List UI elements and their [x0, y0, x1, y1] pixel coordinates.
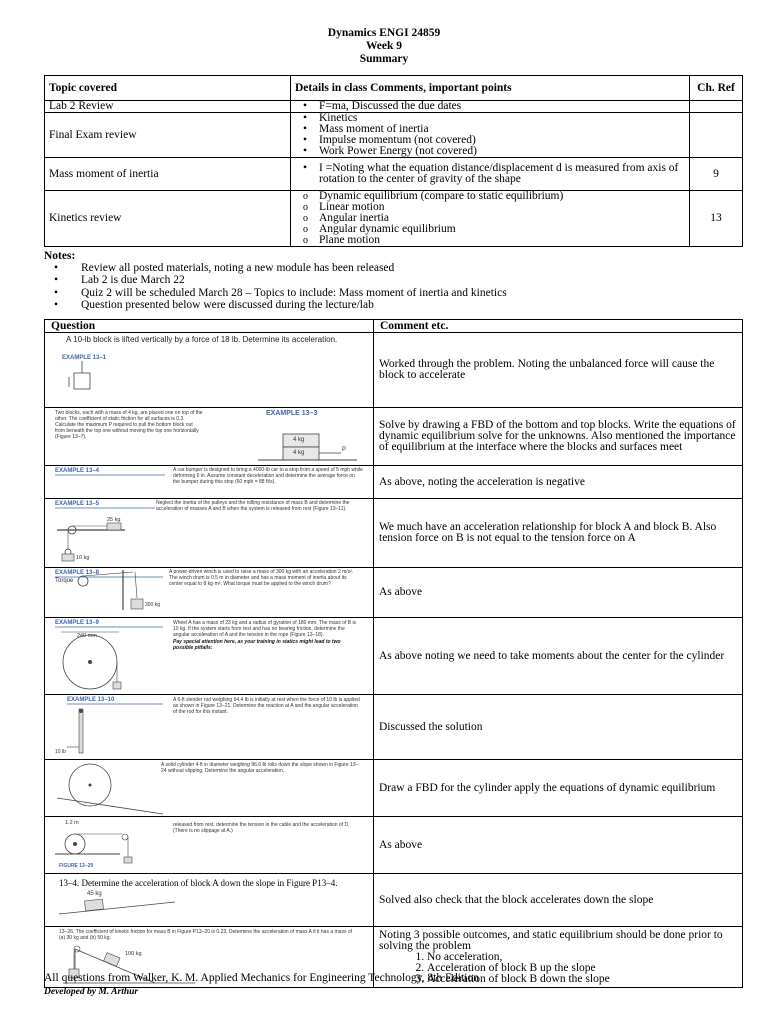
question-text: A solid cylinder 4 ft in diameter weighing 96.6 lb rolls down the slope shown in Figure 13–24 without slipping. Determine the angular acceleration.: [161, 762, 359, 774]
comment-cell: Discussed the solution: [374, 695, 743, 760]
example-label: EXAMPLE 13–1: [62, 355, 107, 361]
summary-header-row: [45, 76, 743, 101]
ch-cell: [690, 113, 743, 158]
winch-icon: [45, 568, 371, 617]
question-note: Pay special attention here, as your training in statics might lead to two possible pitfalls:: [173, 639, 341, 651]
question-text: 13–26. The coefficient of kinetic friction for mass B in Figure P13–20 is 0.23. Determine the acceleration of mass A if it has a mass of (a) 30 kg and (b) 50 kg.: [59, 929, 353, 941]
table-row: [45, 618, 743, 695]
topic-cell: Mass moment of inertia: [45, 158, 291, 191]
comment-text: Noting 3 possible outcomes, and static equilibrium should be done prior to solving the problem: [379, 928, 723, 952]
detail-item: o Dynamic equilibrium (compare to static equilibrium): [319, 191, 685, 202]
ch-cell: 13: [690, 191, 743, 247]
footer-source: All questions from Walker, K. M. Applied Mechanics for Engineering Technology, 8th Edition: [44, 972, 479, 984]
table-row: [45, 466, 743, 499]
question-text: 13–4. Determine the acceleration of block A down the slope in Figure P13–4.: [59, 878, 338, 888]
question-cell: [45, 874, 374, 927]
question-cell: [45, 333, 374, 408]
details-cell: [291, 113, 690, 158]
example-label: EXAMPLE 13–3: [266, 410, 318, 417]
details-cell: [291, 101, 690, 113]
questions-header-row: [45, 320, 743, 333]
topic-cell: Lab 2 Review: [45, 101, 291, 113]
detail-item: • I =Noting what the equation distance/displacement d is measured from axis of rotation to the center of gravity of the shape: [319, 163, 685, 185]
table-row: [45, 113, 743, 158]
doc-subtitle: Summary: [359, 53, 409, 65]
block-diagram-icon: [45, 333, 165, 407]
detail-item: • F=ma, Discussed the due dates: [319, 101, 685, 112]
example-label: EXAMPLE 13–5: [55, 501, 100, 507]
question-figure: [45, 499, 371, 567]
question-text: Neglect the inertia of the pulleys and the rolling resistance of mass B and determine the acceleration of masses A and B when the system is released from rest (Figure 13–11).: [156, 500, 350, 512]
table-row: [45, 874, 743, 927]
question-figure: [45, 874, 371, 926]
mass-label: 10 kg: [76, 555, 90, 561]
details-cell: [291, 191, 690, 247]
table-row: [45, 760, 743, 817]
question-cell: [45, 408, 374, 466]
col-topic: Topic covered: [45, 76, 291, 101]
table-row: [45, 695, 743, 760]
questions-table: [44, 319, 743, 988]
table-row: [45, 191, 743, 247]
detail-item: o Angular dynamic equilibrium: [319, 224, 685, 235]
note-item: • Review all posted materials, noting a new module has been released: [81, 262, 507, 274]
topic-cell: Kinetics review: [45, 191, 291, 247]
question-text: A 10-lb block is lifted vertically by a force of 18 lb. Determine its acceleration.: [66, 335, 338, 344]
comment-cell: Draw a FBD for the cylinder apply the equations of dynamic equilibrium: [374, 760, 743, 817]
ch-cell: 9: [690, 158, 743, 191]
table-row: [45, 101, 743, 113]
question-figure: [45, 568, 371, 617]
footer-developer: Developed by M. Arthur: [44, 987, 139, 997]
dimension-label: 240 mm: [77, 633, 97, 639]
force-label: 10 lb: [55, 749, 66, 755]
table-row: [45, 499, 743, 568]
pulley-system-icon: [45, 499, 371, 567]
slender-rod-icon: [45, 695, 371, 759]
cylinder-slope-icon: [45, 760, 371, 816]
detail-item: o Angular inertia: [319, 213, 685, 224]
mass-label: 100 kg: [125, 951, 142, 957]
wheel-diagram-icon: [45, 618, 371, 694]
torque-label: Torque: [55, 578, 74, 584]
question-cell: [45, 466, 374, 499]
question-text: A power-driven winch is used to raise a mass of 300 kg with an acceleration 2 m/s². The winch drum is 0.5 m in diameter and has a mass moment of inertia about its center equal to 8 kg·m². What torque must be applied to the winch drum?: [169, 569, 354, 587]
mass-label: 25 kg: [107, 517, 121, 523]
example-label: EXAMPLE 13–9: [55, 620, 100, 626]
slope-block-icon: [45, 874, 371, 926]
comment-cell: As above, noting the acceleration is negative: [374, 466, 743, 499]
mass-label: 300 kg: [145, 602, 161, 608]
detail-item: o Linear motion: [319, 202, 685, 213]
block-label: 4 kg: [293, 437, 305, 443]
question-figure: [45, 333, 371, 407]
comment-cell: We much have an acceleration relationship for block A and block B. Also tension force on B is not equal to the tension force on A: [374, 499, 743, 568]
detail-item: • Mass moment of inertia: [319, 124, 685, 135]
stacked-blocks-icon: [45, 408, 371, 465]
detail-item: • Kinetics: [319, 113, 685, 124]
question-figure: [45, 466, 371, 498]
detail-item: • Work Power Energy (not covered): [319, 146, 685, 157]
table-row: [45, 158, 743, 191]
force-label: P: [342, 447, 347, 453]
note-item: • Lab 2 is due March 22: [81, 274, 507, 286]
block-label: 4 kg: [293, 450, 305, 456]
question-figure: [45, 817, 371, 873]
mass-label: 45 kg: [87, 891, 102, 897]
note-item: • Question presented below were discussed during the lecture/lab: [81, 299, 507, 311]
question-cell: [45, 760, 374, 817]
summary-table: [44, 75, 743, 247]
example-label: EXAMPLE 13–8: [55, 570, 100, 576]
comment-cell: As above: [374, 817, 743, 874]
comment-cell: Solve by drawing a FBD of the bottom and top blocks. Write the equations of dynamic equilibrium solve for the unknowns. Also mentioned the importance of equilibrium at the interface where the blocks and surfaces meet: [374, 408, 743, 466]
question-cell: [45, 817, 374, 874]
col-details: Details in class Comments, important points: [291, 76, 690, 101]
comment-cell: Solved also check that the block accelerates down the slope: [374, 874, 743, 927]
detail-item: • Impulse momentum (not covered): [319, 135, 685, 146]
question-cell: [45, 618, 374, 695]
question-text: A 6-ft slender rod weighing 64.4 lb is initially at rest when the force of 10 lb is applied as shown in Figure 13–21. Determine the reaction at A and the angular acceleration of the rod for this instant.: [173, 697, 360, 715]
question-figure: [45, 760, 371, 816]
comment-cell: Worked through the problem. Noting the unbalanced force will cause the block to accelerate: [374, 333, 743, 408]
details-cell: [291, 158, 690, 191]
ch-cell: [690, 101, 743, 113]
question-figure: [45, 618, 371, 694]
topic-cell: Final Exam review: [45, 113, 291, 158]
example-rule-icon: [45, 466, 371, 498]
example-label: EXAMPLE 13–4: [55, 468, 100, 474]
question-cell: [45, 695, 374, 760]
cable-drum-icon: [45, 817, 371, 873]
question-text: A car bumper is designed to bring a 4000-lb car to a stop from a speed of 5 mph while deforming 6 in. Assume constant deceleration and determine the average force on the bumper during this stop (60 mph = 88 ft/s).: [173, 467, 363, 485]
outcome-item: 2. Acceleration of block B up the slope: [427, 963, 737, 974]
question-text: Two blocks, each with a mass of 4 kg, are placed one on top of the other. The coefficient of static friction for all surfaces is 0.3. Calculate the maximum P required to pull the bottom block out from beneath the top one without moving the top one horizontally (Figure 13–7).: [55, 410, 203, 440]
col-comment: Comment etc.: [374, 320, 743, 333]
doc-week: Week 9: [365, 40, 403, 52]
outcome-item: 1. No acceleration,: [427, 952, 737, 963]
doc-title: Dynamics ENGI 24859: [327, 27, 441, 39]
table-row: [45, 408, 743, 466]
comment-cell: As above: [374, 568, 743, 618]
note-item: • Quiz 2 will be scheduled March 28 – Topics to include: Mass moment of inertia and kinetics: [81, 287, 507, 299]
example-label: EXAMPLE 13–10: [67, 697, 115, 703]
table-row: [45, 568, 743, 618]
question-figure: [45, 408, 371, 465]
question-figure: [45, 695, 371, 759]
table-row: [45, 333, 743, 408]
comment-cell: As above noting we need to take moments about the center for the cylinder: [374, 618, 743, 695]
notes-section: [44, 250, 507, 311]
col-question: Question: [45, 320, 374, 333]
dimension-label: 1.2 m: [65, 820, 79, 826]
notes-title: Notes:: [44, 250, 76, 262]
table-row: [45, 817, 743, 874]
detail-item: o Plane motion: [319, 235, 685, 246]
col-ch-ref: Ch. Ref: [690, 76, 743, 101]
figure-label: FIGURE 13–29: [59, 863, 94, 869]
question-text: Wheel A has a mass of 23 kg and a radius of gyration of 180 mm. The mass of B is 10 kg. If the system starts from rest and has no bearing friction, determine the angular acceleration of A and the tension in the rope (Figure 13–18).: [173, 620, 357, 638]
outcome-item: 3. Acceleration of block B down the slope: [427, 974, 737, 985]
question-cell: [45, 499, 374, 568]
question-text: released from rest, determine the tension in the cable and the acceleration of D. (There is no slippage at A.): [173, 822, 350, 834]
question-cell: [45, 568, 374, 618]
